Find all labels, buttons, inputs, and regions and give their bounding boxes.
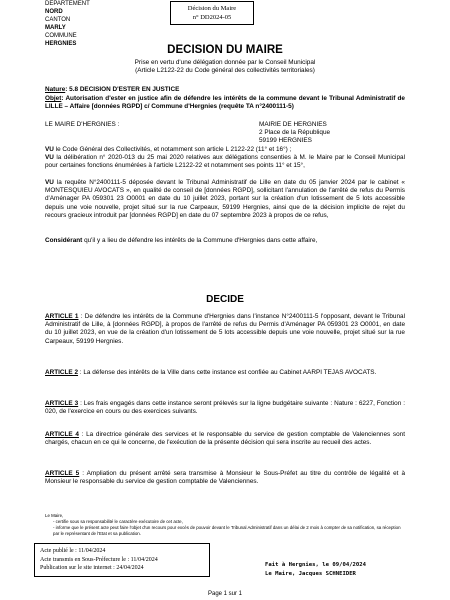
decision-reference-box [170, 1, 254, 25]
commune-label: COMMUNE [45, 33, 77, 39]
page-number: Page 1 sur 1 [207, 591, 243, 597]
header-admin-block [45, 0, 90, 48]
article-text: : De défendre les intérêts de la Commune d'Hergnies dans l'instance N°2400111-5 l'opposant, devant le Tribunal Administratif de Lille, à [données RGPD], à propos de l'arrêté de refus du Permis d'Aménager PA 059301 23 O0001, en date du 10 juillet 2023, en vue de la création d'un lotissement de 5 lots accessible depuis une voie nouvelle, projet situé sur la rue Carpeaux, 59199 Hergnies. [45, 313, 405, 345]
vu-paragraph-2 [45, 154, 405, 170]
article-label: ARTICLE 1 [45, 313, 79, 320]
article-2 [45, 369, 405, 377]
nature-label: Nature [45, 86, 66, 93]
signature-place-date: Fait à Hergnies, le 09/04/2024 [265, 562, 367, 568]
publication-box [34, 543, 210, 577]
departement-label: DEPARTEMENT [45, 1, 90, 7]
nature-line [45, 86, 405, 94]
considerant-text: qu'il y a lieu de défendre les intérêts de la Commune d'Hergnies dans cette affaire, [82, 237, 318, 244]
objet-label: Objet [45, 95, 62, 102]
article-label: ARTICLE 2 [45, 369, 79, 376]
maire-label: LE MAIRE D'HERGNIES : [45, 121, 120, 128]
transmission-date: Acte transmis en Sous-Préfecture le : 11/04/2024 [40, 556, 158, 563]
vu-label: VU [45, 154, 54, 161]
subtitle-line-2: (Article L2122-22 du Code général des collectivités territoriales) [135, 67, 315, 74]
objet-text: : Autorisation d'ester en justice afin de défendre les intérêts de la commune devant le Tribunal Administratif de LILLE – Affaire [données RGPD] c/ Commune d'Hergnies (requête TA n°2400111-5) [45, 95, 405, 111]
article-text: : Les frais engagés dans cette instance seront prélevés sur la ligne budgétaire suivante : Nature : 6227, Fonction : 020, de l'exercice en cours ou des exercices suivants. [45, 400, 405, 416]
canton-label: CANTON [45, 17, 71, 23]
notes-line-2: - informe que le présent acte peut faire l'objet d'un recours pour excès de pouvoir devant le Tribunal Administratif dans un délai de 2 mois à compter de sa notification, sa réception par le représentant de l'Etat et sa publication. [53, 525, 401, 536]
address-line-1: MAIRIE DE HERGNIES [259, 121, 327, 128]
signature-block [265, 561, 366, 579]
vu-text: la requête N°2400111-5 déposée devant le Tribunal Administratif de Lille en date du 05 janvier 2024 par le cabinet « MONTESQUIEU AVOCATS », en qualité de conseil de [données RGPD], sollicitant l'annulation de l'arrêté de refus du Permis d'Aménager PA 059301 23 O0001 en date du 10 juillet 2023, portant sur la création d'un lotissement de 5 lots accessible depuis une voie nouvelle, projet situé sur la rue Carpeaux, 59199 Hergnies, ainsi que de la décision implicite de rejet du recours gracieux introduit par [données RGPD] en date du 07 septembre 2023 à propos de ce refus, [45, 179, 405, 219]
considerant-paragraph [45, 237, 405, 245]
commune-value: HERGNIES [45, 41, 77, 47]
publication-date: Acte publié le : 11/04/2024 [40, 548, 106, 554]
subtitle-line-1: Prise en vertu d'une délégation donnée par le Conseil Municipal [134, 59, 316, 66]
article-label: ARTICLE 5 [45, 470, 80, 477]
vu-paragraph-1 [45, 146, 405, 154]
vu-text: la délibération n° 2020-013 du 25 mai 2020 relatives aux délégations consenties à M. le Maire par le Conseil Municipal pour certaines fonctions énumérées à l'article L2122-22 et notamment ses points 11° et 15°, [45, 154, 405, 170]
vu-text: le Code Général des Collectivités, et notamment son article L 2122-22 (11° et 16°) ; [53, 146, 292, 153]
legal-notes [45, 513, 405, 537]
reference-title: Décision du Maire [187, 5, 237, 12]
article-text: : La défense des intérêts de la Ville dans cette instance est confiée au Cabinet AARPI TEJAS AVOCATS. [78, 369, 377, 376]
article-3 [45, 400, 405, 416]
signature-name: Le Maire, Jacques SCHNEIDER [265, 571, 356, 577]
vu-label: VU [45, 179, 54, 186]
vu-paragraph-3 [45, 179, 405, 220]
objet-paragraph [45, 95, 405, 111]
article-label: ARTICLE 3 [45, 400, 79, 407]
article-1 [45, 313, 405, 346]
document-subtitle [0, 59, 450, 75]
address-line-3: 59199 HERGNIES [259, 137, 312, 145]
nature-value: : 5.8 DECISION D'ESTER EN JUSTICE [65, 86, 180, 93]
decide-heading: DECIDE [206, 294, 244, 305]
article-text: : La directrice générale des services et le responsable du service de gestion comptable de Valenciennes sont chargés, chacun en ce qui le concerne, de l'exécution de la présente décision qui sera inscrite au recueil des actes. [45, 431, 405, 447]
document-title: DECISION DU MAIRE [167, 44, 283, 56]
notes-line-1: - certifie sous sa responsabilité le caractère exécutoire de cet acte, [53, 519, 183, 524]
departement-value: NORD [45, 9, 63, 15]
website-publication-date: Publication sur le site internet : 24/04/2024 [40, 565, 144, 572]
article-text: : Ampliation du présent arrêté sera transmise à Monsieur le Sous-Préfet au titre du contrôle de légalité et à Monsieur le responsable du service de gestion comptable de Valenciennes. [45, 470, 405, 486]
reference-number: n° DD2024-05 [192, 14, 232, 21]
address-line-2: 2 Place de la République [259, 129, 331, 137]
article-4 [45, 431, 405, 447]
considerant-label: Considérant [45, 237, 83, 244]
notes-intro: Le Maire, [45, 513, 64, 518]
mairie-address [259, 121, 409, 146]
article-label: ARTICLE 4 [45, 431, 79, 438]
canton-value: MARLY [45, 25, 66, 31]
vu-label: VU [45, 146, 54, 153]
article-5 [45, 470, 405, 486]
